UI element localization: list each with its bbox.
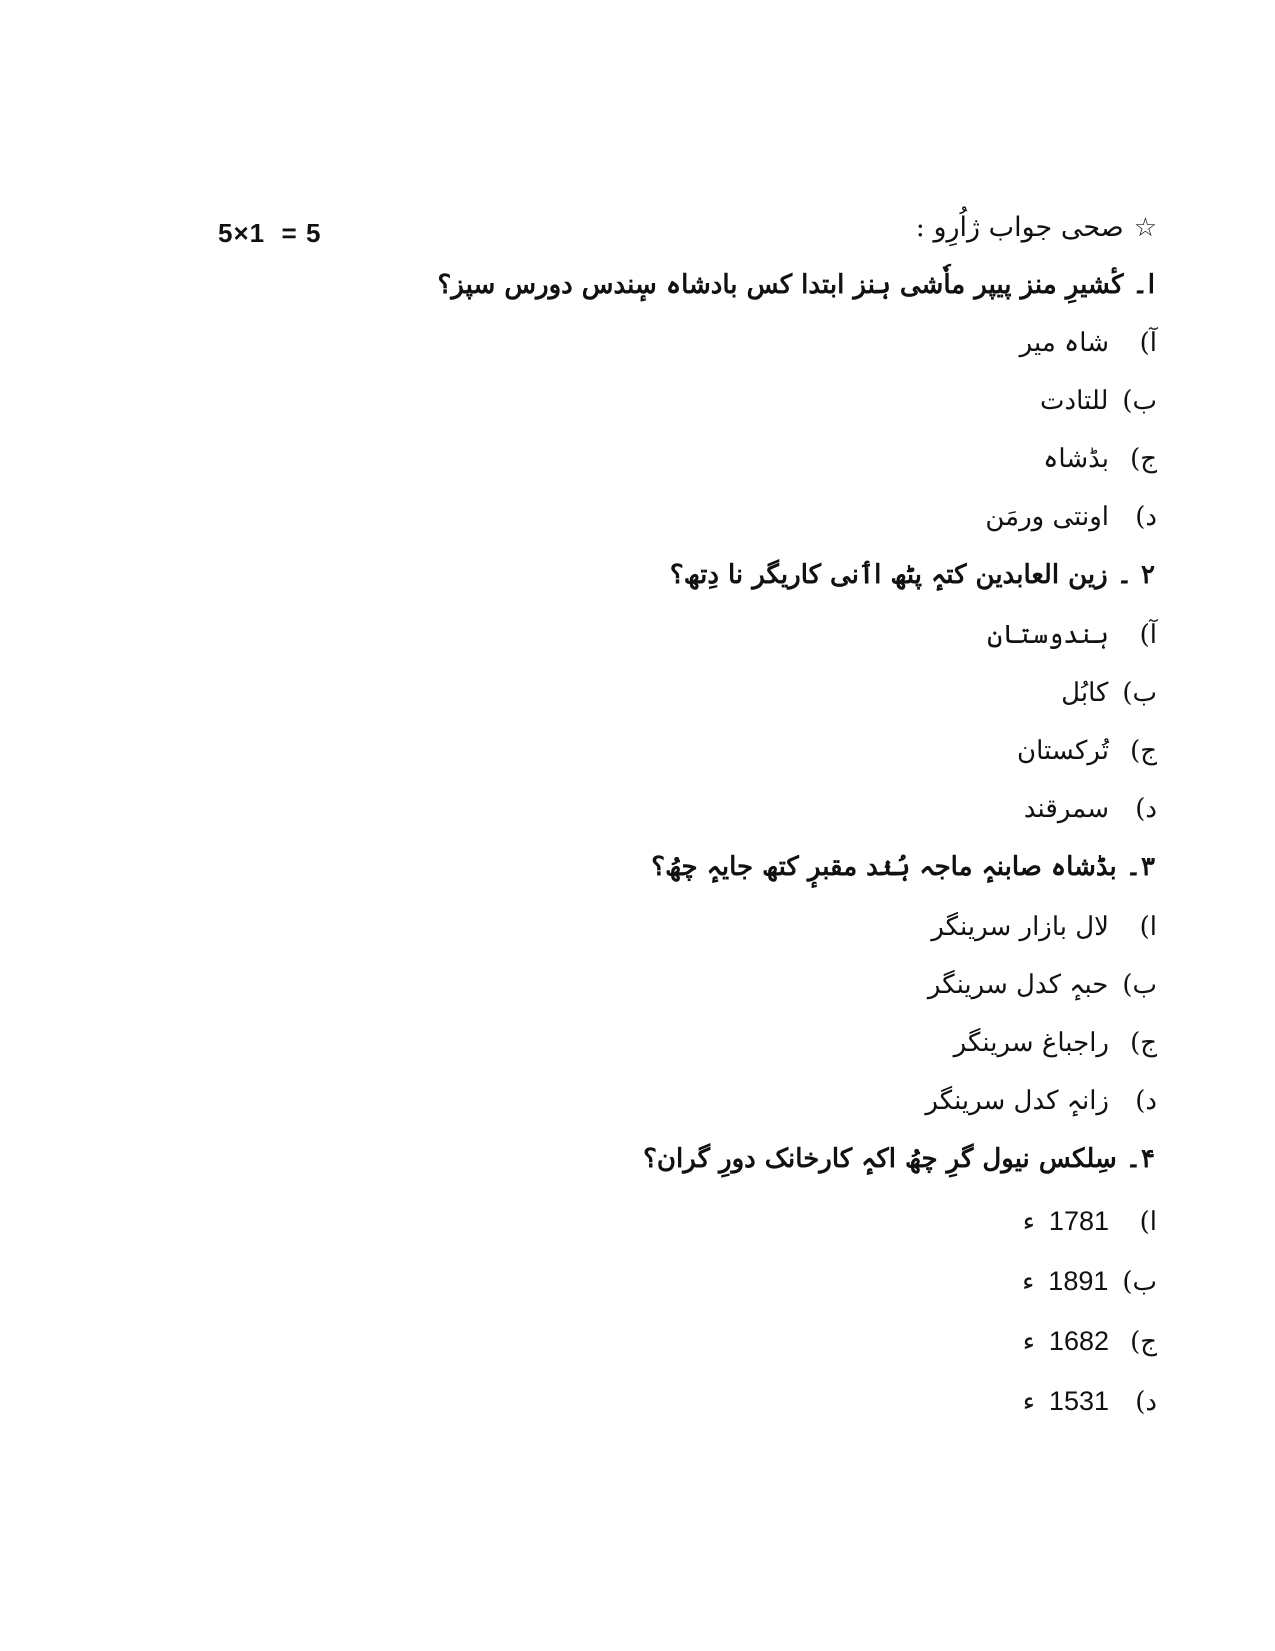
question-1-option-d: [985, 502, 1157, 532]
option-label: ج): [1130, 736, 1157, 766]
question-3-option-a: [931, 912, 1157, 942]
option-year: 1781: [1048, 1206, 1109, 1236]
question-3-option-c: [954, 1028, 1157, 1058]
option-text: تُرکستان: [1016, 736, 1109, 766]
question-4-option-d: [1023, 1386, 1157, 1417]
option-text: بڈشاہ: [1043, 444, 1109, 474]
marks-allocation: 5×1 = 5: [218, 218, 322, 248]
option-text: ہندوستان: [987, 620, 1109, 650]
option-text: للتادت: [1040, 386, 1109, 416]
option-year: 1682: [1048, 1326, 1109, 1356]
option-text: راجباغ سرینگر: [953, 1028, 1109, 1058]
option-label: د): [1135, 1086, 1157, 1116]
option-label: آ): [1139, 328, 1157, 358]
question-1: ا۔ کٔشیرِ منز پیپر ماٗشی ہنز ابتدا کس بادشاہ سٕندس دورس سپز؟: [437, 270, 1155, 300]
question-3-option-d: [925, 1086, 1157, 1116]
option-label: د): [1135, 1386, 1157, 1417]
option-year: 1891: [1048, 1266, 1109, 1296]
option-text: کابُل: [1061, 678, 1109, 708]
question-2-option-d: [1024, 794, 1157, 824]
question-2-option-a: [987, 620, 1157, 650]
option-label: ب): [1122, 1266, 1157, 1297]
instruction-text: صحی جواب ژاُرِو :: [915, 212, 1124, 243]
option-era-suffix: ء: [1022, 1386, 1035, 1417]
option-label: ج): [1130, 1326, 1157, 1357]
option-text: حبہٕ کدل سرینگر: [927, 970, 1109, 1000]
option-label: ب): [1122, 386, 1157, 416]
star-icon: ☆: [1133, 212, 1157, 243]
option-label: ا): [1139, 1206, 1157, 1237]
option-label: ج): [1130, 444, 1157, 474]
question-3-option-b: [928, 970, 1157, 1000]
option-text: شاہ میر: [1019, 328, 1109, 358]
question-2: ۲ ۔ زین العابدین کتہٕ پٹھ اٲنی کاریگر نا دِتھ؟: [669, 560, 1155, 590]
question-2-option-c: [1017, 736, 1157, 766]
question-1-option-c: [1043, 444, 1157, 474]
option-label: ج): [1130, 1028, 1157, 1058]
option-text: زانہٕ کدل سرینگر: [925, 1086, 1109, 1116]
option-year: 1531: [1048, 1386, 1109, 1416]
question-1-option-b: [1040, 386, 1157, 416]
option-text: لال بازار سرینگر: [931, 912, 1109, 942]
question-4-option-a: [1023, 1206, 1157, 1237]
option-era-suffix: ء: [1022, 1266, 1035, 1297]
option-label: د): [1135, 794, 1157, 824]
option-text: سمرقند: [1023, 794, 1109, 824]
option-label: د): [1135, 502, 1157, 532]
option-label: ب): [1122, 970, 1157, 1000]
option-label: ا): [1139, 912, 1157, 942]
instruction-heading: [916, 212, 1157, 243]
option-text: اونتی ورمَن: [985, 502, 1109, 532]
question-2-option-b: [1061, 678, 1157, 708]
option-era-suffix: ء: [1022, 1326, 1035, 1357]
question-3: ۳۔ بڈشاہ صابنہٕ ماجہ ہُنٛد مقبرٕ کتھ جایہٕ چھُ؟: [651, 852, 1155, 882]
option-label: ب): [1122, 678, 1157, 708]
question-4-option-c: [1023, 1326, 1157, 1357]
question-4-option-b: [1022, 1266, 1157, 1297]
question-1-option-a: [1020, 328, 1157, 358]
option-label: آ): [1139, 620, 1157, 650]
question-4: ۴۔ سِلکس نیول گرِ چھُ اکہٕ کارخانک دورِ گران؟: [643, 1144, 1155, 1174]
option-era-suffix: ء: [1022, 1206, 1035, 1237]
